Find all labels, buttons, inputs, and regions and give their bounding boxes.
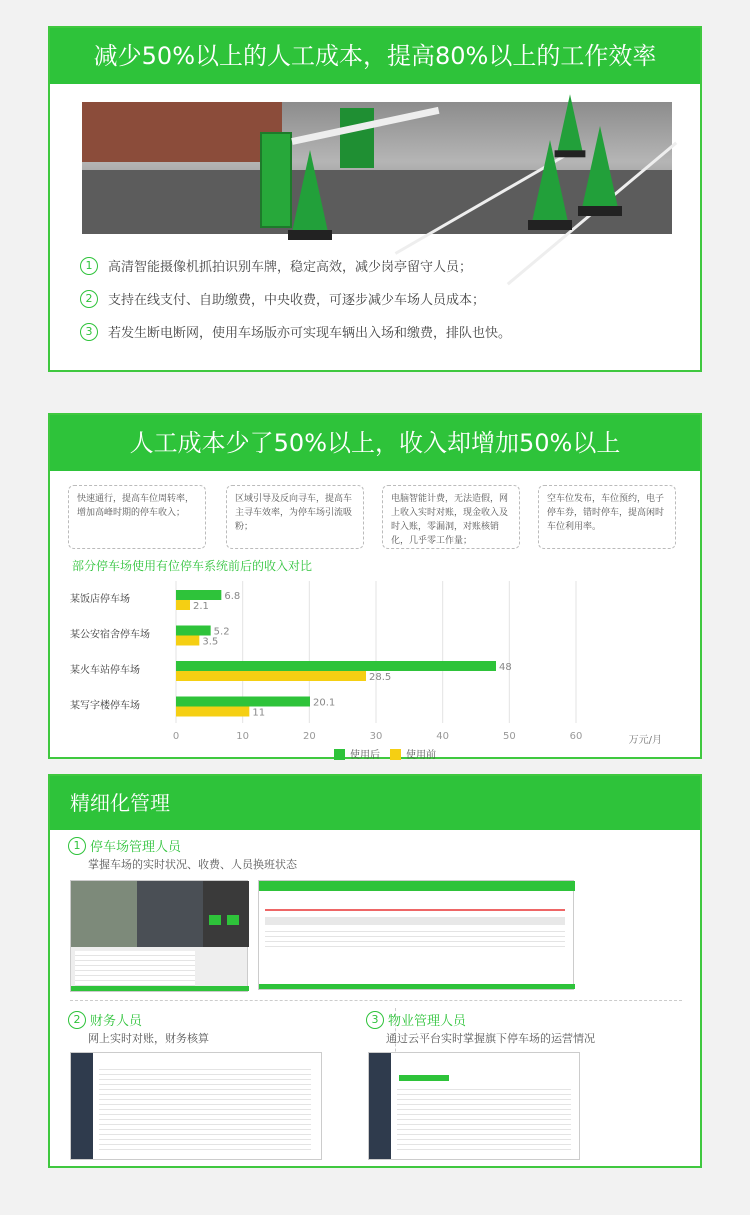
x-tick-label: 20 <box>302 731 316 742</box>
data-label: 11 <box>252 707 266 719</box>
x-tick-label: 10 <box>236 731 250 742</box>
number-badge: 2 <box>80 290 98 308</box>
data-label: 6.8 <box>224 591 241 602</box>
benefit-box: 区域引导及反向寻车，提高车主寻车效率，为停车场引流吸粉； <box>226 485 364 549</box>
chart-title: 部分停车场使用有位停车系统前后的收入对比 <box>72 559 313 573</box>
legend-swatch <box>334 749 345 760</box>
report-screenshot <box>258 880 574 990</box>
role-title-property: 3 物业管理人员 <box>366 1010 466 1029</box>
number-badge: 1 <box>68 837 86 855</box>
role-title-parking: 1 停车场管理人员 <box>68 836 181 855</box>
revenue-card <box>48 413 702 759</box>
bar <box>176 600 190 610</box>
section2-banner: 人工成本少了50%以上，收入却增加50%以上 <box>50 415 700 471</box>
finance-screenshot <box>70 1052 322 1160</box>
x-axis-unit: 万元/月 <box>628 735 662 746</box>
category-label: 某火车站停车场 <box>70 665 140 676</box>
traffic-cone <box>557 94 582 151</box>
management-card <box>48 774 702 1168</box>
monitoring-screenshot <box>70 880 248 992</box>
feature-item: 1 高清智能摄像机抓拍识别车牌，稳定高效，减少岗亭留守人员； <box>80 256 472 275</box>
legend-label: 使用前 <box>406 750 436 761</box>
cloud-platform-screenshot <box>368 1052 580 1160</box>
role-desc: 通过云平台实时掌握旗下停车场的运营情况 <box>386 1032 595 1045</box>
bar <box>176 590 221 600</box>
data-label: 3.5 <box>202 636 219 648</box>
barrier-gate <box>260 132 292 228</box>
bar <box>176 636 199 646</box>
x-tick-label: 30 <box>369 731 383 742</box>
bar <box>176 661 496 671</box>
data-label: 48 <box>499 662 512 673</box>
category-label: 某写字楼停车场 <box>70 700 140 712</box>
benefit-box: 空车位发布，车位预约，电子停车券，错时停车，提高闲时车位利用率。 <box>538 485 676 549</box>
number-badge: 3 <box>366 1011 384 1029</box>
bar <box>176 697 310 707</box>
traffic-cone <box>582 126 618 208</box>
role-title-finance: 2 财务人员 <box>68 1010 142 1029</box>
feature-item: 2 支持在线支付、自助缴费，中央收费，可逐步减少车场人员成本； <box>80 289 485 308</box>
cost-reduction-card <box>48 26 702 372</box>
benefit-box: 电脑智能计费，无法造假，网上收入实时对账，现金收入及时入账，零漏洞，对账核销化，几乎零工作量； <box>382 485 520 549</box>
bar <box>176 671 366 681</box>
legend-label: 使用后 <box>350 750 380 761</box>
revenue-bar-chart <box>50 575 700 761</box>
bar <box>176 626 211 636</box>
category-label: 某公安宿舍停车场 <box>70 629 150 641</box>
x-tick-label: 60 <box>569 731 583 742</box>
number-badge: 3 <box>80 323 98 341</box>
bar <box>176 707 249 717</box>
data-label: 20.1 <box>313 697 336 709</box>
x-tick-label: 0 <box>172 731 180 742</box>
benefit-box: 快速通行，提高车位周转率，增加高峰时期的停车收入； <box>68 485 206 549</box>
x-tick-label: 40 <box>436 731 450 742</box>
legend-swatch <box>390 749 401 760</box>
x-tick-label: 50 <box>502 731 516 742</box>
feature-item: 3 若发生断电断网，使用车场版亦可实现车辆出入场和缴费，排队也快。 <box>80 322 511 341</box>
section1-banner: 减少50%以上的人工成本，提高80%以上的工作效率 <box>50 28 700 84</box>
parking-gate-photo <box>82 102 672 234</box>
data-label: 5.2 <box>213 626 230 638</box>
revenue-chart <box>50 575 700 761</box>
number-badge: 2 <box>68 1011 86 1029</box>
category-label: 某饭店停车场 <box>70 594 130 605</box>
traffic-cone <box>292 150 328 232</box>
role-desc: 掌握车场的实时状况、收费、人员换班状态 <box>88 858 297 871</box>
data-label: 2.1 <box>193 601 209 612</box>
number-badge: 1 <box>80 257 98 275</box>
role-desc: 网上实时对账，财务核算 <box>88 1032 209 1045</box>
data-label: 28.5 <box>369 672 392 683</box>
section3-banner: 精细化管理 <box>50 776 700 830</box>
